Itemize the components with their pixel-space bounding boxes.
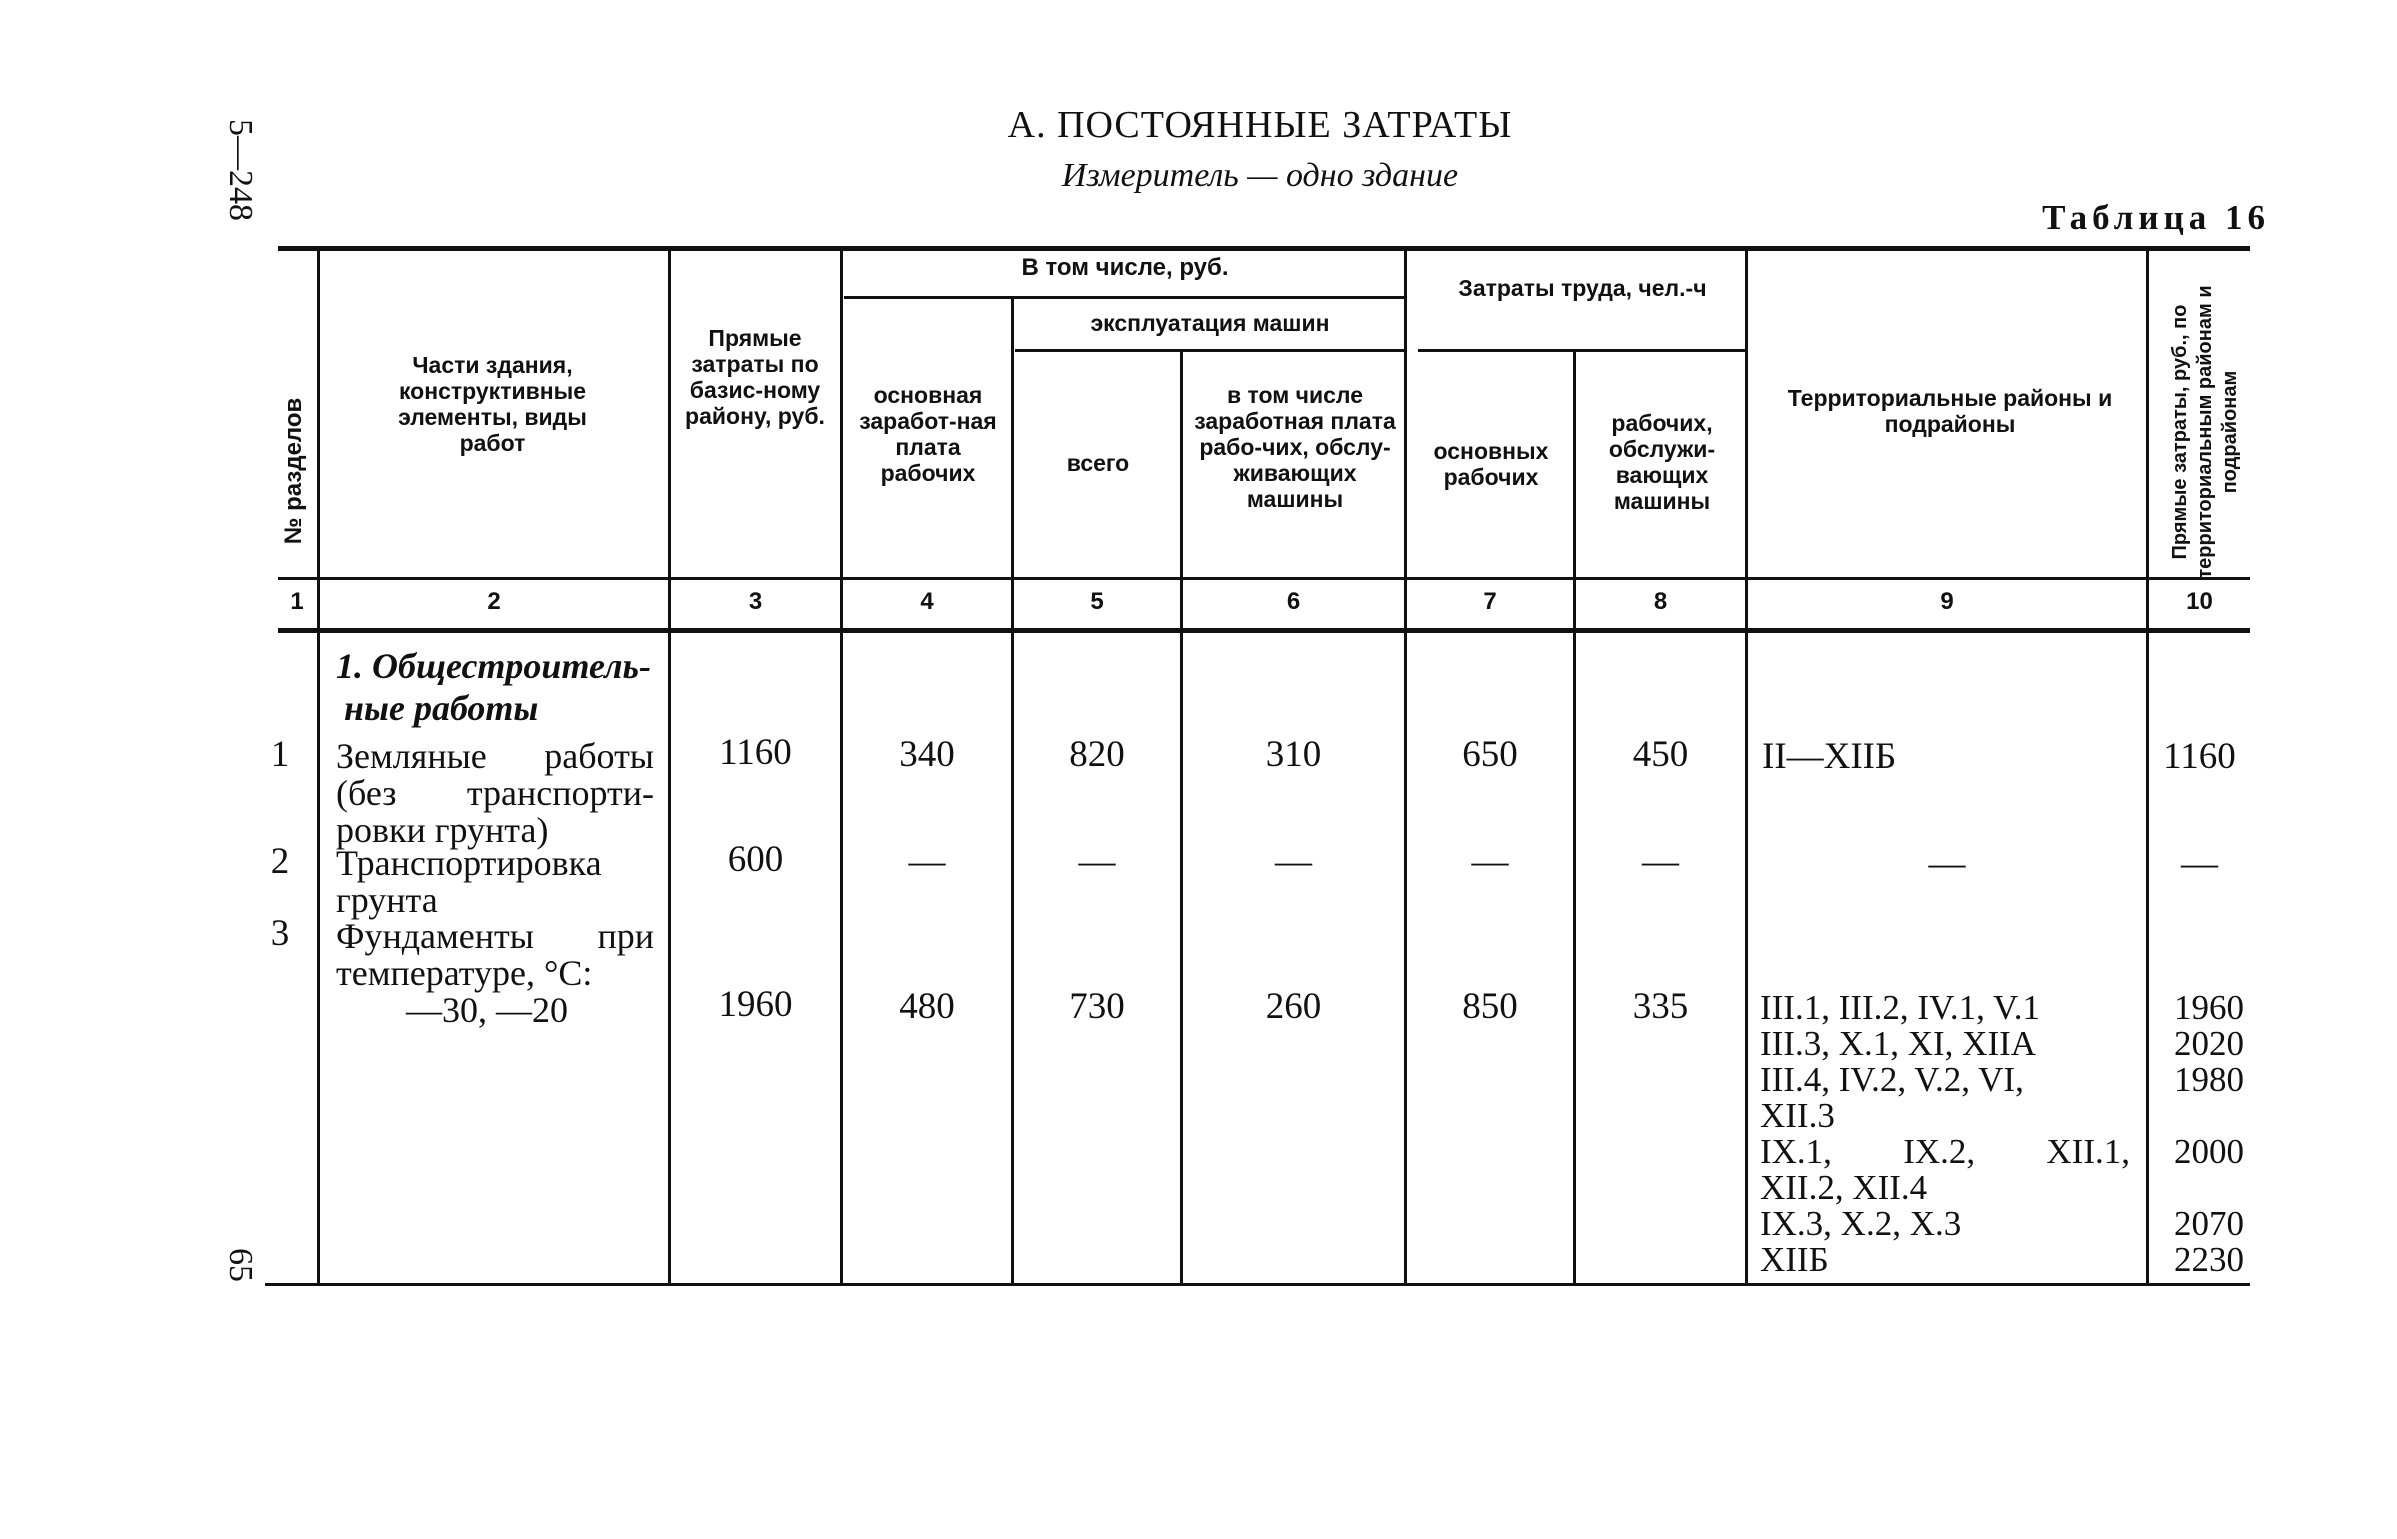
row3-c3: 1960 xyxy=(718,984,793,1025)
group-rule-machines xyxy=(1015,349,1404,352)
row2-c7: — xyxy=(1471,841,1509,882)
row3-c7: 850 xyxy=(1462,986,1518,1027)
header-col9: Территориальные районы и подрайоны xyxy=(1787,385,2113,437)
header-col5: всего xyxy=(1066,450,1130,476)
row1-c6: 310 xyxy=(1265,734,1322,775)
header-group-machines: эксплуатация машин xyxy=(1090,310,1330,336)
margin-code: 5—248 xyxy=(222,119,259,221)
row3-c8: 335 xyxy=(1632,986,1689,1027)
region-4-line2: XII.2, XII.4 xyxy=(1760,1168,1928,1207)
row3-region-values xyxy=(2149,990,2244,1278)
region-4-value: 2000 xyxy=(2174,1132,2244,1171)
row1-c8: 450 xyxy=(1632,734,1689,775)
row1-no: 1 xyxy=(270,734,290,775)
row3-name-line1: Фундаменты при xyxy=(336,916,654,956)
header-group-labor: Затраты труда, чел.-ч xyxy=(1458,275,1707,301)
group-rule-incl xyxy=(844,296,1404,299)
colnum-7: 7 xyxy=(1483,588,1497,615)
row2-name-line2: грунта xyxy=(336,880,438,920)
region-2-value: 2020 xyxy=(2174,1024,2244,1063)
row1-name xyxy=(336,738,654,849)
header-col4: основная заработ-ная плата рабочих xyxy=(859,382,997,486)
colnum-6: 6 xyxy=(1286,588,1301,615)
region-4-line1: IX.1, IX.2, XII.1, xyxy=(1760,1132,2130,1171)
row3-name-line3: —30, —20 xyxy=(406,990,568,1030)
header-col3: Прямые затраты по базис-ному району, руб. xyxy=(685,325,825,429)
row3-c6: 260 xyxy=(1265,986,1322,1027)
table-bottom-rule xyxy=(265,1283,2250,1286)
row1-c3: 1160 xyxy=(719,732,792,773)
row3-name xyxy=(336,918,654,1029)
page-title: А. ПОСТОЯННЫЕ ЗАТРАТЫ xyxy=(1007,104,1513,146)
vline-8 xyxy=(1745,250,1748,1284)
row3-no: 3 xyxy=(270,913,290,954)
row1-c9: II—XIIБ xyxy=(1762,736,1897,777)
region-4-value-spacer xyxy=(2149,1170,2244,1206)
header-col6: в том числе заработная плата рабо-чих, обслу-живающих машины xyxy=(1194,382,1396,512)
row3-c4: 480 xyxy=(899,986,955,1027)
region-6-line1: XIIБ xyxy=(1760,1240,1829,1279)
colnum-4: 4 xyxy=(920,588,934,615)
colnum-9: 9 xyxy=(1940,588,1954,615)
vline-1 xyxy=(317,250,320,1284)
header-col1: № разделов xyxy=(280,397,307,545)
region-6-value: 2230 xyxy=(2174,1240,2244,1279)
page-subtitle: Измеритель — одно здание xyxy=(1061,157,1459,194)
table-top-rule xyxy=(278,246,2250,251)
group-rule-labor xyxy=(1418,349,1748,352)
region-2-line1: III.3, X.1, XI, XIIA xyxy=(1760,1024,2037,1063)
row1-name-line1: Земляные работы xyxy=(336,736,654,776)
header-bottom-rule xyxy=(278,577,2250,580)
row2-name xyxy=(336,845,654,919)
section-title-line2: ные работы xyxy=(344,688,539,728)
vline-7 xyxy=(1573,351,1576,1284)
row1-c7: 650 xyxy=(1462,734,1518,775)
header-col7: основных рабочих xyxy=(1433,438,1549,490)
row2-c6: — xyxy=(1275,841,1312,882)
vline-5 xyxy=(1180,351,1183,1284)
row2-c9: — xyxy=(1928,843,1966,884)
row3-name-line2: температуре, °С: xyxy=(336,953,593,993)
row2-no: 2 xyxy=(270,841,290,882)
colnum-10: 10 xyxy=(2186,588,2213,615)
row1-name-line3: ровки грунта) xyxy=(336,810,549,850)
row2-c3: 600 xyxy=(727,839,784,880)
row2-c8: — xyxy=(1642,841,1679,882)
row1-c4: 340 xyxy=(899,734,955,775)
region-3-line1: III.4, IV.2, V.2, VI, xyxy=(1760,1060,2024,1099)
row2-c10: — xyxy=(2181,843,2218,884)
row1-c5: 820 xyxy=(1069,734,1125,775)
region-1-value: 1960 xyxy=(2174,988,2244,1027)
colnum-1: 1 xyxy=(290,588,304,615)
region-3-value: 1980 xyxy=(2174,1060,2244,1099)
colnum-8: 8 xyxy=(1653,588,1668,615)
region-3-value-spacer xyxy=(2149,1098,2244,1134)
row3-regions xyxy=(1760,990,2140,1278)
header-col8: рабочих, обслужи-вающих машины xyxy=(1608,410,1716,514)
colnum-3: 3 xyxy=(748,588,763,615)
row1-name-line2: (без транспорти- xyxy=(336,773,654,813)
header-col2: Части здания, конструктивные элементы, виды работ xyxy=(398,352,587,456)
region-1-line1: III.1, III.2, IV.1, V.1 xyxy=(1760,988,2040,1027)
row2-c5: — xyxy=(1078,841,1116,882)
section-title-line1: 1. Общестроитель- xyxy=(336,646,651,686)
row1-c10: 1160 xyxy=(2163,736,2236,777)
row2-c4: — xyxy=(908,841,946,882)
region-5-value: 2070 xyxy=(2174,1204,2244,1243)
colnum-2: 2 xyxy=(487,588,501,615)
page-number: 65 xyxy=(222,1248,259,1282)
colnum-bottom-rule xyxy=(278,628,2250,633)
vline-4 xyxy=(1011,298,1014,1284)
section-title xyxy=(336,645,651,729)
colnum-5: 5 xyxy=(1090,588,1104,615)
row2-name-line1: Транспортировка xyxy=(336,843,602,883)
header-col10: Прямые затраты, руб., по территориальным районам и подрайонам xyxy=(2169,285,2241,579)
region-5-line1: IX.3, X.2, X.3 xyxy=(1760,1204,1962,1243)
table-label: Таблица 16 xyxy=(2042,198,2270,237)
region-3-line2: XII.3 xyxy=(1760,1096,1835,1135)
row3-c5: 730 xyxy=(1069,986,1125,1027)
header-group-incl: В том числе, руб. xyxy=(1021,254,1229,281)
